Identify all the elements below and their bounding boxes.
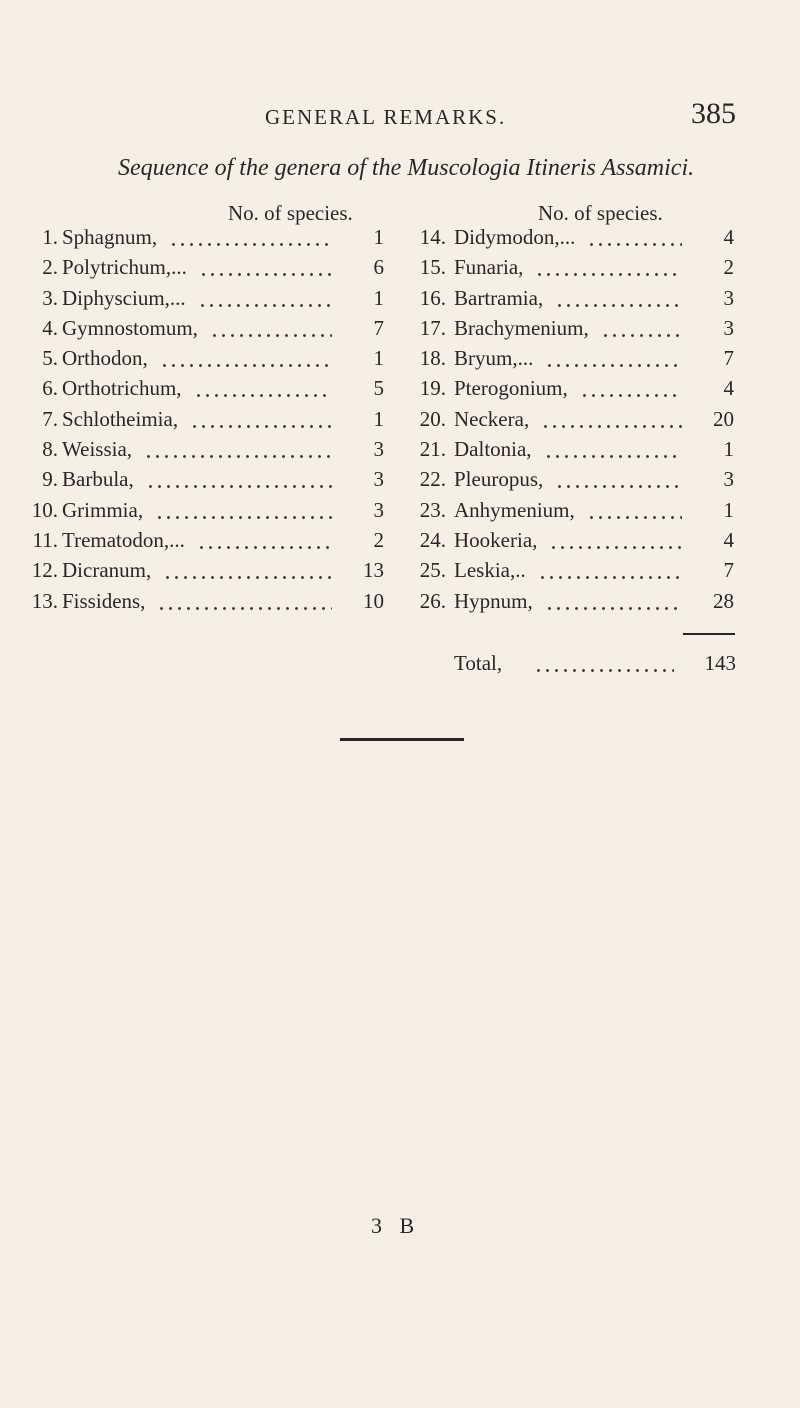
species-count: 1 [373,346,384,371]
dot-leader [169,243,332,246]
genus-name: Trematodon,... [62,527,185,552]
species-count: 3 [723,285,734,310]
species-count: 7 [373,315,384,340]
table-row [0,313,800,343]
genus-number: 3. [42,285,58,310]
genus-number: 14. [419,225,446,249]
dot-leader [190,425,332,428]
genus-number: 19. [419,376,446,401]
total-row [0,648,800,680]
species-count: 10 [363,588,384,613]
closing-rule [340,738,464,741]
genus-name: Weissia, [62,437,133,462]
species-count: 3 [373,467,384,492]
species-count: 3 [723,467,734,492]
dot-leader [198,304,332,307]
total-label: Total, [454,651,503,675]
species-count: 1 [373,225,384,249]
dot-leader [580,394,682,397]
genus-number: 18. [419,346,446,371]
genus-name: Barbula, [62,467,134,492]
genus-name: Neckera, [454,406,530,431]
species-count: 20 [713,406,734,431]
species-count: 2 [723,255,734,280]
dot-leader [544,455,682,458]
genus-number: 12. [31,558,58,583]
genus-number: 7. [42,406,58,431]
genus-name: Bryum,... [454,346,534,371]
dot-leader [535,273,682,276]
genus-name: Orthotrichum, [62,376,182,401]
species-count: 6 [373,255,384,280]
genus-number: 2. [42,255,58,280]
species-count: 3 [373,437,384,462]
dot-leader [194,394,332,397]
genera-table [0,222,800,616]
genus-name: Diphyscium,... [62,285,186,310]
species-count: 4 [723,376,734,401]
genus-name: Didymodon,... [454,225,576,249]
genus-name: Schlotheimia, [62,406,179,431]
dot-leader [199,273,332,276]
species-count: 1 [373,285,384,310]
table-row [0,343,800,373]
genus-number: 26. [419,588,446,613]
table-row [0,404,800,434]
genus-number: 4. [42,315,58,340]
genus-number: 21. [419,437,446,462]
genus-number: 9. [42,467,58,492]
table-row [0,555,800,585]
genus-name: Hypnum, [454,588,533,613]
dot-leader [549,546,682,549]
dot-leader [545,364,682,367]
table-row [0,222,800,252]
table-row [0,283,800,313]
genus-number: 17. [419,315,446,340]
table-row [0,434,800,464]
genus-name: Grimmia, [62,497,144,522]
genus-number: 25. [419,558,446,583]
species-count: 1 [723,437,734,462]
genus-number: 11. [32,527,58,552]
genus-name: Pleuropus, [454,467,544,492]
genus-number: 20. [419,406,446,431]
species-count: 5 [373,376,384,401]
genus-name: Dicranum, [62,558,152,583]
genus-number: 1. [42,225,58,249]
species-count: 13 [363,558,384,583]
genus-name: Brachymenium, [454,315,589,340]
genus-name: Bartramia, [454,285,544,310]
dot-leader [538,576,682,579]
genus-name: Orthodon, [62,346,148,371]
page-number: 385 [691,97,736,130]
genus-name: Pterogonium, [454,376,568,401]
species-count: 28 [713,588,734,613]
table-row [0,252,800,282]
dot-leader [587,516,682,519]
species-count: 4 [723,225,734,249]
table-row [0,373,800,403]
table-row [0,525,800,555]
table-row [0,495,800,525]
species-count: 1 [373,406,384,431]
dot-leader [587,243,682,246]
genus-name: Hookeria, [454,527,538,552]
genus-number: 24. [419,527,446,552]
genus-number: 8. [42,437,58,462]
species-count: 4 [723,527,734,552]
table-row [0,586,800,616]
genus-name: Polytrichum,... [62,255,187,280]
genus-number: 5. [42,346,58,371]
column-header-right: No. of species. [538,201,663,225]
dot-leader [197,546,332,549]
column-header-left: No. of species. [228,201,353,225]
genus-number: 13. [31,588,58,613]
genus-number: 22. [419,467,446,492]
genus-number: 16. [419,285,446,310]
dot-leader [146,485,332,488]
table-heading: Sequence of the genera of the Muscologia Itineris Assamici. [118,155,695,181]
signature-mark: 3 B [371,1213,421,1238]
dot-leader [555,304,682,307]
genus-name: Funaria, [454,255,524,280]
dot-leader [160,364,332,367]
dot-leader [157,607,332,610]
genus-number: 23. [419,497,446,522]
genus-name: Gymnostomum, [62,315,198,340]
dot-leader [210,334,332,337]
genus-number: 10. [31,497,58,522]
dot-leader [541,425,682,428]
species-count: 1 [723,497,734,522]
dot-leader [144,455,332,458]
genus-name: Sphagnum, [62,225,158,249]
genus-number: 6. [42,376,58,401]
dot-leader [555,485,682,488]
genus-name: Daltonia, [454,437,532,462]
genus-name: Fissidens, [62,588,146,613]
running-head [0,93,800,133]
running-title: GENERAL REMARKS. [265,105,507,129]
species-count: 3 [723,315,734,340]
dot-leader [545,607,682,610]
dot-leader [534,669,674,672]
genus-name: Anhymenium, [454,497,575,522]
table-row [0,464,800,494]
genus-name: Leskia,.. [454,558,526,583]
species-count: 7 [723,558,734,583]
dot-leader [601,334,682,337]
species-count: 3 [373,497,384,522]
dot-leader [163,576,332,579]
genus-number: 15. [419,255,446,280]
dot-leader [155,516,332,519]
species-count: 7 [723,346,734,371]
total-value: 143 [704,651,736,675]
total-rule [683,633,735,635]
species-count: 2 [373,527,384,552]
